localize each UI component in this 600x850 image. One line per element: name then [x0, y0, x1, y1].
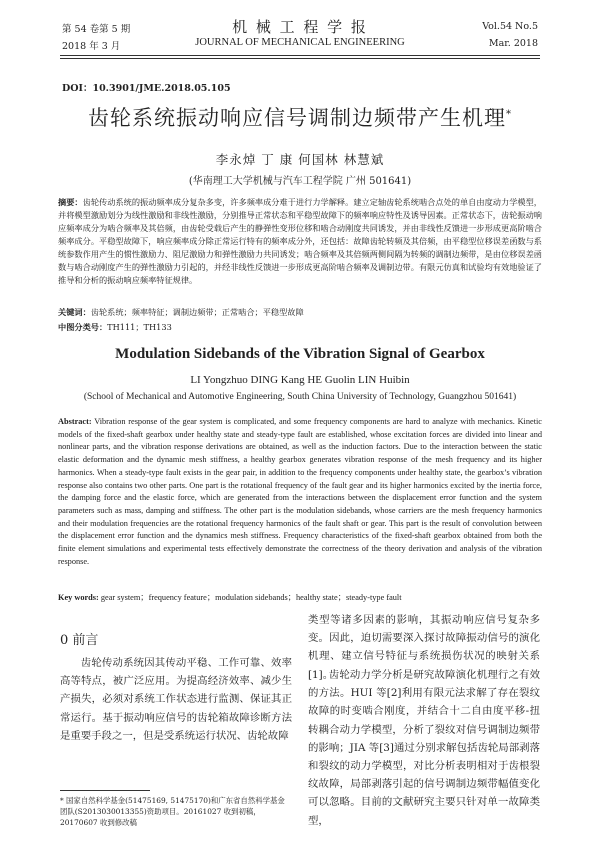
intro-right-paragraph-2: 齿轮动力学分析是研究故障演化机理行之有效的方法。HUI 等[2]利用有限元法求解了存在裂纹故障的时变啮合刚度，并结合十二自由度平移-扭转耦合动力学模型，分析了裂纹对信号调制边频带的影响；JIA 等[3]通过分别求解包括齿轮局部剥落和裂纹的动力学模型，对比分析表明相对于齿根裂纹故障，局部剥落引起的信号调制边频带幅值变化可以忽略。目前的文献研究主要只针对单一故障类型， — [308, 669, 540, 827]
title-footnote-mark: * — [506, 109, 512, 120]
abstract-cn-text: 齿轮传动系统的振动频率成分复杂多变，许多频率成分难于进行力学解释。建立定轴齿轮系统啮合点处的单自由度动力学模型，并将模型激励划分为线性激励和非线性激励，分别推导正常状态和平稳型故障下的频率响应特性及诱导因素。正常状态下，齿轮振动响应频率成分为啮合频率及其倍频，由齿轮受载后产生的静弹性变形位移和啮合动刚度共同诱发，并由非线性反馈进一步形成更高阶啮合频率成分。平稳型故障下，响应频率成分除正常运行特有的频率成分外，还包括：故障齿轮转频及其倍频，由平稳型位移误差函数与系统参数作用产生的惯性激励力、阻尼激励力和弹性激励力共同诱发；啮合频率及其倍频两侧间隔为转频的调制边频带，是由位移误差函数与啮合动刚度产生的弹性激励力引起的，并经非线性反馈进一步形成更高阶啮合频率及调制边带。有限元仿真和试验均有效地验证了推导和分析的振动响应频率特征规律。 — [58, 197, 542, 285]
keywords-cn-label: 关键词： — [58, 307, 91, 317]
authors-en: LI Yongzhuo DING Kang HE Guolin LIN Huibin — [190, 374, 410, 386]
clc-number — [58, 322, 542, 333]
authors-cn: 李永焯 丁 康 何国林 林慧斌 — [215, 152, 385, 167]
section-heading: 0 前言 — [60, 633, 99, 648]
affiliation-en: (School of Mechanical and Automotive Engineering, South China University of Technology, Guangzhou 501641) — [83, 392, 517, 402]
title-cn — [60, 102, 540, 132]
keywords-cn — [58, 307, 542, 318]
abstract-cn — [58, 196, 542, 287]
journal-title-en: JOURNAL OF MECHANICAL ENGINEERING — [195, 37, 405, 48]
clc-label: 中图分类号： — [58, 322, 108, 332]
keywords-en-text: gear system；frequency feature；modulation sidebands；healthy state；steady-type fault — [98, 593, 402, 602]
footnote-rule — [60, 790, 150, 791]
volume-issue-cn: 第 54 卷第 5 期 — [62, 24, 131, 35]
journal-title-cn: 机 械 工 程 学 报 — [232, 18, 368, 36]
clc-text: TH111；TH133 — [107, 322, 172, 332]
footnote: * 国家自然科学基金(51475169, 51475170)和广东省自然科学基金团队(S2013030013355)资助项目。20161027 收到初稿，20170607 收到修改稿 — [60, 796, 285, 827]
intro-left-paragraph: 齿轮传动系统因其传动平稳、工作可靠、效率高等特点，被广泛应用。为提高经济效率、减少生产损失，必须对系统工作状态进行监测、保证其正常运行。基于振动响应信号的齿轮箱故障诊断方法是重要手段之一，但是受系统运行状况、齿轮故障 — [60, 657, 292, 742]
abstract-cn-label: 摘要： — [58, 197, 83, 207]
date-en: Mar. 2018 — [488, 38, 538, 49]
title-cn-text: 齿轮系统振动响应信号调制边频带产生机理 — [88, 106, 506, 130]
keywords-en — [58, 591, 542, 603]
header-rule — [60, 55, 540, 56]
title-en: Modulation Sidebands of the Vibration Signal of Gearbox — [115, 346, 485, 362]
abstract-en — [58, 416, 542, 568]
abstract-en-label: Abstract: — [58, 417, 92, 426]
date-cn: 2018 年 3 月 — [62, 41, 121, 52]
intro-right-paragraph-1: 类型等诸多因素的影响，其振动响应信号复杂多变。因此，迫切需要深入探讨故障振动信号的演化机理、建立信号特征与系统损伤状况的映射关系[1]。 — [308, 614, 540, 681]
volume-issue-en: Vol.54 No.5 — [482, 21, 538, 32]
header-rule-thin — [60, 58, 540, 59]
keywords-cn-text: 齿轮系统；频率特征；调制边频带；正常啮合；平稳型故障 — [90, 307, 304, 317]
affiliation-cn: (华南理工大学机械与汽车工程学院 广州 501641) — [188, 176, 412, 187]
doi: DOI：10.3901/JME.2018.05.105 — [62, 83, 231, 94]
abstract-en-text: Vibration response of the gear system is complicated, and some frequency components are hard to analyze with mechanics. Kinetic models of the fixed-shaft gearbox under healthy state and steady-type fault are established, whose excitation forces are divided into linear and nonlinear parts, and the vibration response derivations are obtained, as well as the induction factors. Due to the interaction between the static elastic deformation and the dynamic mesh stiffness, a healthy gearbox generates vibration response of the mesh frequency and its higher harmonics. When a steady-type fault exists in the gear pair, in addition to the frequency components under healthy state, the gearbox’s vibration response also contains two other parts. One part is the rotational frequency of the fault gear and its higher harmonics excited by the inertia force, the damping force and the elastic force, which are generated from the interactions between the displacement error function and the system parameters such as mass, damping and stiffness. The other part is the modulation sidebands, whose carriers are the mesh frequency harmonics and their modulation frequencies are the rotational frequency harmonics of the fault shaft or gear. This part is the result of convolution between the displacement error function and the dynamics mesh stiffness. Frequency characteristics of the fixed-shaft gearbox obtained from both the finite element simulations and experimental tests effectively demonstrate the correctness of the theory derivation and analysis of the vibration response. — [58, 417, 542, 566]
keywords-en-label: Key words: — [58, 593, 99, 602]
